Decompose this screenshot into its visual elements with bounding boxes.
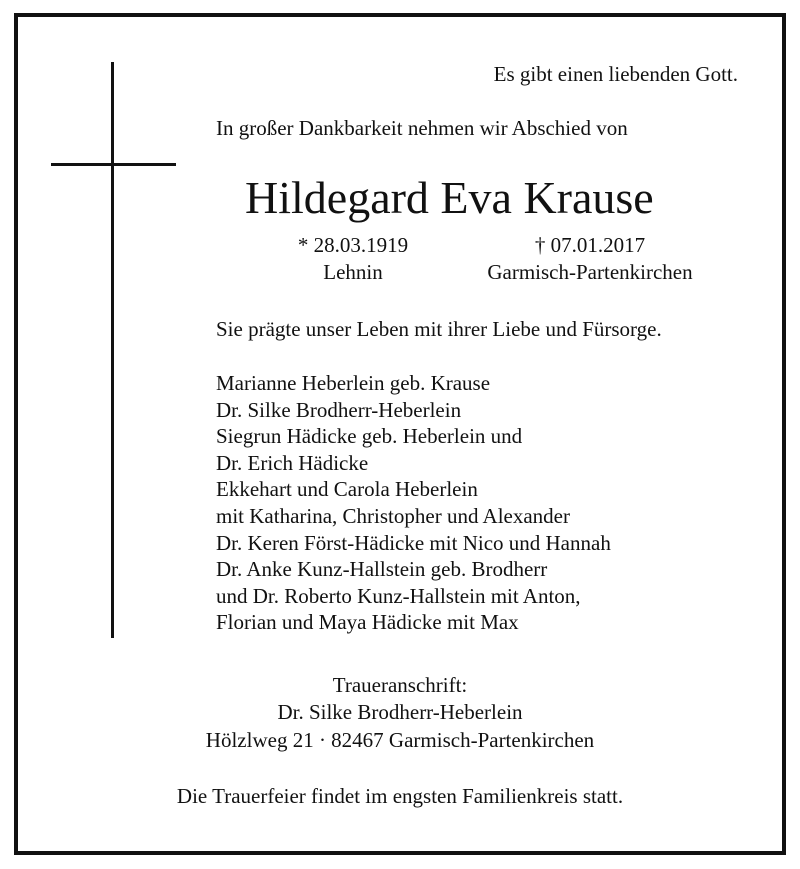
address-street-city: Hölzlweg 21 · 82467 Garmisch-Partenkirchen (205, 728, 595, 752)
mourners-list (216, 370, 611, 636)
tribute-line: Sie prägte unser Leben mit ihrer Liebe und Fürsorge. (216, 317, 662, 341)
intro-line: In großer Dankbarkeit nehmen wir Abschied von (216, 116, 628, 140)
birth-place: Lehnin (323, 260, 383, 284)
mourner-line: Dr. Anke Kunz-Hallstein geb. Brodherr (216, 557, 548, 582)
cross-horizontal-bar (51, 163, 176, 166)
mourner-line: Florian und Maya Hädicke mit Max (216, 610, 519, 635)
mourner-line: Marianne Heberlein geb. Krause (216, 371, 491, 395)
address-name: Dr. Silke Brodherr-Heberlein (277, 700, 523, 724)
motto: Es gibt einen liebenden Gott. (493, 62, 738, 86)
mourner-line: mit Katharina, Christopher und Alexander (216, 503, 570, 528)
deceased-name: Hildegard Eva Krause (245, 172, 654, 223)
mourner-line: Dr. Keren Först-Hädicke mit Nico und Hannah (216, 530, 611, 555)
cross-vertical-bar (111, 62, 114, 638)
mourner-line: Dr. Silke Brodherr-Heberlein (216, 397, 462, 422)
mourner-line: Siegrun Hädicke geb. Heberlein und (216, 424, 523, 449)
address-heading: Traueranschrift: (332, 673, 468, 697)
birth-date: * 28.03.1919 (297, 233, 409, 257)
obituary-notice (14, 13, 786, 855)
mourner-line: und Dr. Roberto Kunz-Hallstein mit Anton, (216, 583, 581, 608)
death-place: Garmisch-Partenkirchen (487, 260, 693, 284)
death-date: † 07.01.2017 (534, 233, 646, 257)
mourner-line: Dr. Erich Hädicke (216, 450, 369, 475)
closing-line: Die Trauerfeier findet im engsten Familienkreis statt. (176, 784, 624, 808)
mourner-line: Ekkehart und Carola Heberlein (216, 477, 478, 502)
